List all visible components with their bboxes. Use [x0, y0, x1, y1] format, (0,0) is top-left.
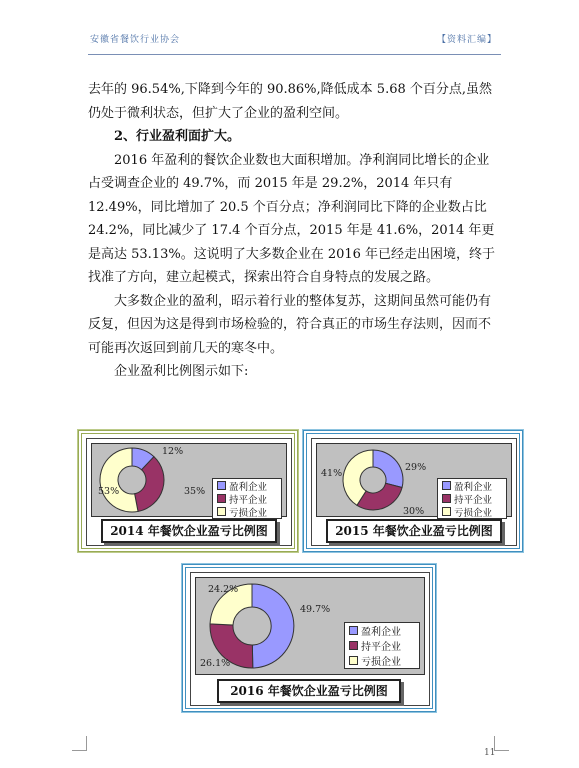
chart-2016 [182, 564, 436, 712]
legend-item-flat: 持平企业 [345, 638, 419, 653]
legend-item-flat: 持平企业 [438, 492, 506, 505]
chart-2015-label-loss: 41% [321, 468, 343, 479]
donut-slice-profit [373, 450, 403, 487]
page-number: 11 [484, 748, 496, 758]
paragraph-cost: 去年的 96.54%,下降到今年的 90.86%,降低成本 5.68 个百分点,虽然仍处于微利状态，但扩大了企业的盈利空间。 [88, 82, 493, 121]
chart-2016-label-profit: 49.7% [300, 604, 331, 615]
chart-2016-label-flat: 26.1% [200, 658, 231, 669]
chart-2014-label-flat: 35% [184, 486, 206, 497]
chart-2015-plot [316, 443, 512, 517]
donut-slice-loss [100, 448, 138, 512]
section-heading: 2、行业盈利面扩大。 [114, 129, 241, 144]
legend-item-profit: 盈利企业 [213, 479, 281, 492]
chart-2015-label-flat: 30% [403, 506, 425, 517]
legend-item-profit: 盈利企业 [438, 479, 506, 492]
paragraph-profit: 2016 年盈利的餐饮企业数也大面积增加。净利润同比增长的企业占受调查企业的 49.7%，而 2015 年是 29.2%，2014 年只有 12.49%，同比增加了 20.5 个百分点；净利润同比下降的企业数占比 24.2%，同比减少了 17.4 个百分点，2015 年是 41.6%，2014 年更是高达 53.13%。这说明了大多数企业在 2016 年已经走出困境，终于找准了方向，建立起模式，探索出符合自身特点的发展之路。 [88, 152, 496, 285]
chart-2015 [303, 430, 523, 552]
legend-item-flat: 持平企业 [213, 492, 281, 505]
legend-item-profit: 盈利企业 [345, 623, 419, 638]
chart-2014-legend [212, 478, 282, 519]
chart-2014-plot [91, 443, 287, 517]
legend-item-loss: 亏损企业 [345, 653, 419, 668]
chart-2016-legend [344, 622, 420, 669]
legend-item-loss: 亏损企业 [438, 505, 506, 518]
paragraph-chart-intro: 企业盈利比例图示如下: [114, 364, 249, 379]
legend-item-loss: 亏损企业 [213, 505, 281, 518]
chart-2015-label-profit: 29% [405, 462, 427, 473]
body-text [88, 78, 498, 384]
chart-2016-label-loss: 24.2% [208, 584, 239, 595]
chart-2016-title: 2016 年餐饮企业盈亏比例图 [217, 679, 401, 703]
chart-2014-title: 2014 年餐饮企业盈亏比例图 [101, 519, 277, 543]
paragraph-recovery: 大多数企业的盈利，昭示着行业的整体复苏，这期间虽然可能仍有反复，但因为这是得到市场检验的，符合真正的市场生存法则，因而不可能再次返回到前几天的寒冬中。 [88, 293, 492, 356]
crop-mark-right [494, 736, 509, 751]
chart-2015-title: 2015 年餐饮企业盈亏比例图 [326, 519, 502, 543]
chart-2015-legend [437, 478, 507, 519]
chart-2014-label-loss: 53% [98, 486, 120, 497]
donut-slice-flat [357, 483, 402, 510]
chart-2016-plot [195, 577, 425, 675]
crop-mark-left [72, 736, 87, 751]
header-rule [88, 54, 501, 55]
header-org-name: 安徽省餐饮行业协会 [90, 35, 181, 45]
donut-slice-profit [252, 584, 294, 668]
chart-2014-label-profit: 12% [162, 446, 184, 457]
chart-2014 [78, 430, 298, 552]
header-section-label: 【资料汇编】 [436, 35, 497, 45]
